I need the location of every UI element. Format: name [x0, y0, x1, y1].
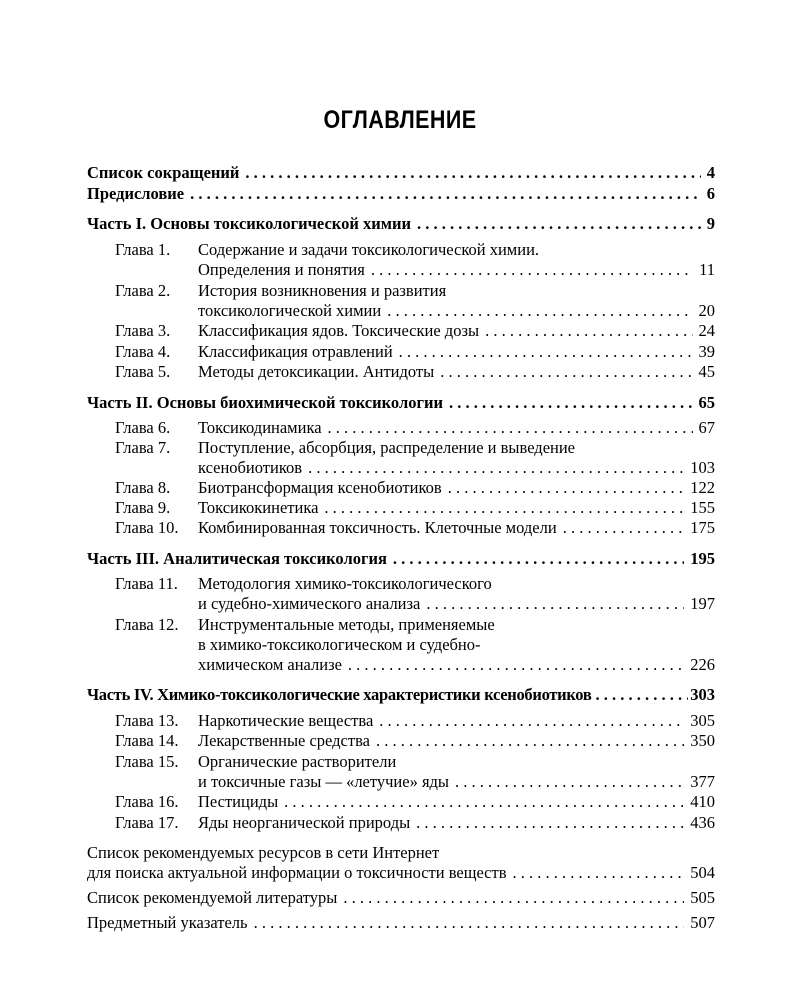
- leader-dots: [348, 655, 684, 675]
- entry-text: Лекарственные средства: [198, 731, 370, 750]
- toc-entry-ch3[interactable]: [198, 321, 715, 341]
- page-number: 45: [698, 362, 715, 381]
- chapter-label: Глава 14.: [115, 731, 179, 750]
- leader-dots: [485, 321, 692, 341]
- leader-dots: [254, 913, 685, 933]
- toc-entry-resources[interactable]: [87, 863, 715, 883]
- chapter-label: Глава 5.: [115, 362, 171, 381]
- page-number: 350: [690, 731, 715, 750]
- toc-entry-ch15[interactable]: [198, 772, 715, 792]
- entry-text: токсикологической химии: [198, 301, 382, 320]
- page-number: 505: [690, 888, 715, 907]
- page-number: 507: [690, 913, 715, 932]
- toc-entry-ch1[interactable]: [198, 260, 715, 280]
- toc-entry-ch7[interactable]: [198, 458, 715, 478]
- chapter-label: Глава 4.: [115, 342, 171, 361]
- page-number: 20: [698, 301, 715, 320]
- leader-dots: [393, 549, 684, 569]
- toc-entry-part-4[interactable]: [87, 685, 715, 705]
- page-number: 504: [690, 863, 715, 882]
- toc-entry-literature[interactable]: [87, 888, 715, 908]
- leader-dots: [343, 888, 684, 908]
- toc-entry-ch12[interactable]: [198, 655, 715, 675]
- entry-text: Определения и понятия: [198, 260, 365, 279]
- page-number: 6: [706, 184, 715, 203]
- leader-dots: [440, 362, 692, 382]
- toc-entry-preface[interactable]: [87, 184, 715, 204]
- toc-entry-ch7-line1[interactable]: Поступление, абсорбция, распределение и выведение: [198, 438, 576, 457]
- leader-dots: [284, 792, 684, 812]
- toc-entry-ch12-line1[interactable]: Инструментальные методы, применяемые: [198, 615, 495, 634]
- entry-text: Часть IV. Химико-токсикологические характеристики ксенобиотиков: [87, 685, 592, 704]
- chapter-label: Глава 3.: [115, 321, 171, 340]
- leader-dots: [449, 393, 693, 413]
- leader-dots: [379, 711, 684, 731]
- chapter-label: Глава 9.: [115, 498, 171, 517]
- toc-entry-ch2-line1[interactable]: История возникновения и развития: [198, 281, 447, 300]
- entry-text: Часть II. Основы биохимической токсикологии: [87, 393, 443, 412]
- chapter-label: Глава 16.: [115, 792, 179, 811]
- entry-text: Биотрансформация ксенобиотиков: [198, 478, 442, 497]
- toc-entry-ch5[interactable]: [198, 362, 715, 382]
- page-number: 122: [690, 478, 715, 497]
- page-number: 65: [698, 393, 715, 412]
- toc-entry-resources-line1[interactable]: Список рекомендуемых ресурсов в сети Интернет: [87, 843, 440, 862]
- entry-text: Часть III. Аналитическая токсикология: [87, 549, 387, 568]
- entry-text: Предметный указатель: [87, 913, 248, 932]
- toc-entry-ch13[interactable]: [198, 711, 715, 731]
- page-number: 11: [699, 260, 715, 279]
- chapter-label: Глава 2.: [115, 281, 171, 300]
- leader-dots: [324, 498, 684, 518]
- leader-dots: [426, 594, 684, 614]
- page-number: 175: [690, 518, 715, 537]
- entry-text: химическом анализе: [198, 655, 342, 674]
- toc-entry-ch11-line1[interactable]: Методология химико-токсикологического: [198, 574, 492, 593]
- page-number: 303: [690, 685, 715, 704]
- chapter-label: Глава 8.: [115, 478, 171, 497]
- toc-entry-ch9[interactable]: [198, 498, 715, 518]
- page-number: 305: [690, 711, 715, 730]
- toc-entry-ch4[interactable]: [198, 342, 715, 362]
- entry-text: Комбинированная токсичность. Клеточные модели: [198, 518, 557, 537]
- toc-entry-ch17[interactable]: [198, 813, 715, 833]
- entry-text: Часть I. Основы токсикологической химии: [87, 214, 411, 233]
- page-number: 9: [706, 214, 715, 233]
- entry-text: Токсикодинамика: [198, 418, 322, 437]
- toc-entry-part-2[interactable]: [87, 393, 715, 413]
- toc-entry-ch1-line1[interactable]: Содержание и задачи токсикологической химии.: [198, 240, 540, 259]
- toc-entry-ch8[interactable]: [198, 478, 715, 498]
- leader-dots: [513, 863, 685, 883]
- chapter-label: Глава 17.: [115, 813, 179, 832]
- entry-text: Пестициды: [198, 792, 279, 811]
- page-number: 226: [690, 655, 715, 674]
- page-title: ОГЛАВЛЕНИЕ: [323, 106, 477, 134]
- leader-dots: [417, 214, 701, 234]
- toc-entry-ch14[interactable]: [198, 731, 715, 751]
- chapter-label: Глава 11.: [115, 574, 178, 593]
- toc-entry-ch6[interactable]: [198, 418, 715, 438]
- leader-dots: [399, 342, 693, 362]
- entry-text: Список сокращений: [87, 163, 240, 182]
- page-number: 103: [690, 458, 715, 477]
- entry-text: для поиска актуальной информации о токсичности веществ: [87, 863, 507, 882]
- chapter-label: Глава 6.: [115, 418, 171, 437]
- toc-entry-abbreviations[interactable]: [87, 163, 715, 183]
- entry-text: Наркотические вещества: [198, 711, 374, 730]
- entry-text: и токсичные газы — «летучие» яды: [198, 772, 450, 791]
- leader-dots: [190, 184, 701, 204]
- entry-text: Классификация ядов. Токсические дозы: [198, 321, 480, 340]
- chapter-label: Глава 10.: [115, 518, 179, 537]
- entry-text: Яды неорганической природы: [198, 813, 411, 832]
- toc-entry-ch16[interactable]: [198, 792, 715, 812]
- leader-dots: [308, 458, 684, 478]
- leader-dots: [371, 260, 693, 280]
- entry-text: и судебно-химического анализа: [198, 594, 421, 613]
- entry-text: Методы детоксикации. Антидоты: [198, 362, 435, 381]
- leader-dots: [245, 163, 700, 183]
- toc-entry-ch11[interactable]: [198, 594, 715, 614]
- leader-dots: [455, 772, 684, 792]
- entry-text: Токсикокинетика: [198, 498, 319, 517]
- toc-entry-ch10[interactable]: [198, 518, 715, 538]
- entry-text: Классификация отравлений: [198, 342, 393, 361]
- toc-entry-ch12-line2[interactable]: в химико-токсикологическом и судебно-: [198, 635, 481, 654]
- chapter-label: Глава 12.: [115, 615, 179, 634]
- entry-text: Список рекомендуемой литературы: [87, 888, 338, 907]
- page-number: 67: [698, 418, 715, 437]
- entry-text: ксенобиотиков: [198, 458, 303, 477]
- leader-dots: [563, 518, 685, 538]
- chapter-label: Глава 1.: [115, 240, 171, 259]
- toc-entry-ch2[interactable]: [198, 301, 715, 321]
- toc-entry-part-3[interactable]: [87, 549, 715, 569]
- page-number: 195: [690, 549, 715, 568]
- page-number: 436: [690, 813, 715, 832]
- entry-text: Предисловие: [87, 184, 185, 203]
- page-number: 4: [706, 163, 715, 182]
- page-number: 377: [690, 772, 715, 791]
- toc-entry-part-1[interactable]: [87, 214, 715, 234]
- page-number: 24: [698, 321, 715, 340]
- page-number: 197: [690, 594, 715, 613]
- leader-dots: [376, 731, 684, 751]
- chapter-label: Глава 7.: [115, 438, 171, 457]
- page-number: 410: [690, 792, 715, 811]
- leader-dots: [448, 478, 685, 498]
- page-number: 39: [698, 342, 715, 361]
- leader-dots: [387, 301, 692, 321]
- page-number: 155: [690, 498, 715, 517]
- toc-entry-index[interactable]: [87, 913, 715, 933]
- chapter-label: Глава 13.: [115, 711, 179, 730]
- leader-dots: [416, 813, 684, 833]
- leader-dots: [328, 418, 693, 438]
- chapter-label: Глава 15.: [115, 752, 179, 771]
- toc-entry-ch15-line1[interactable]: Органические растворители: [198, 752, 397, 771]
- leader-dots: [595, 685, 688, 705]
